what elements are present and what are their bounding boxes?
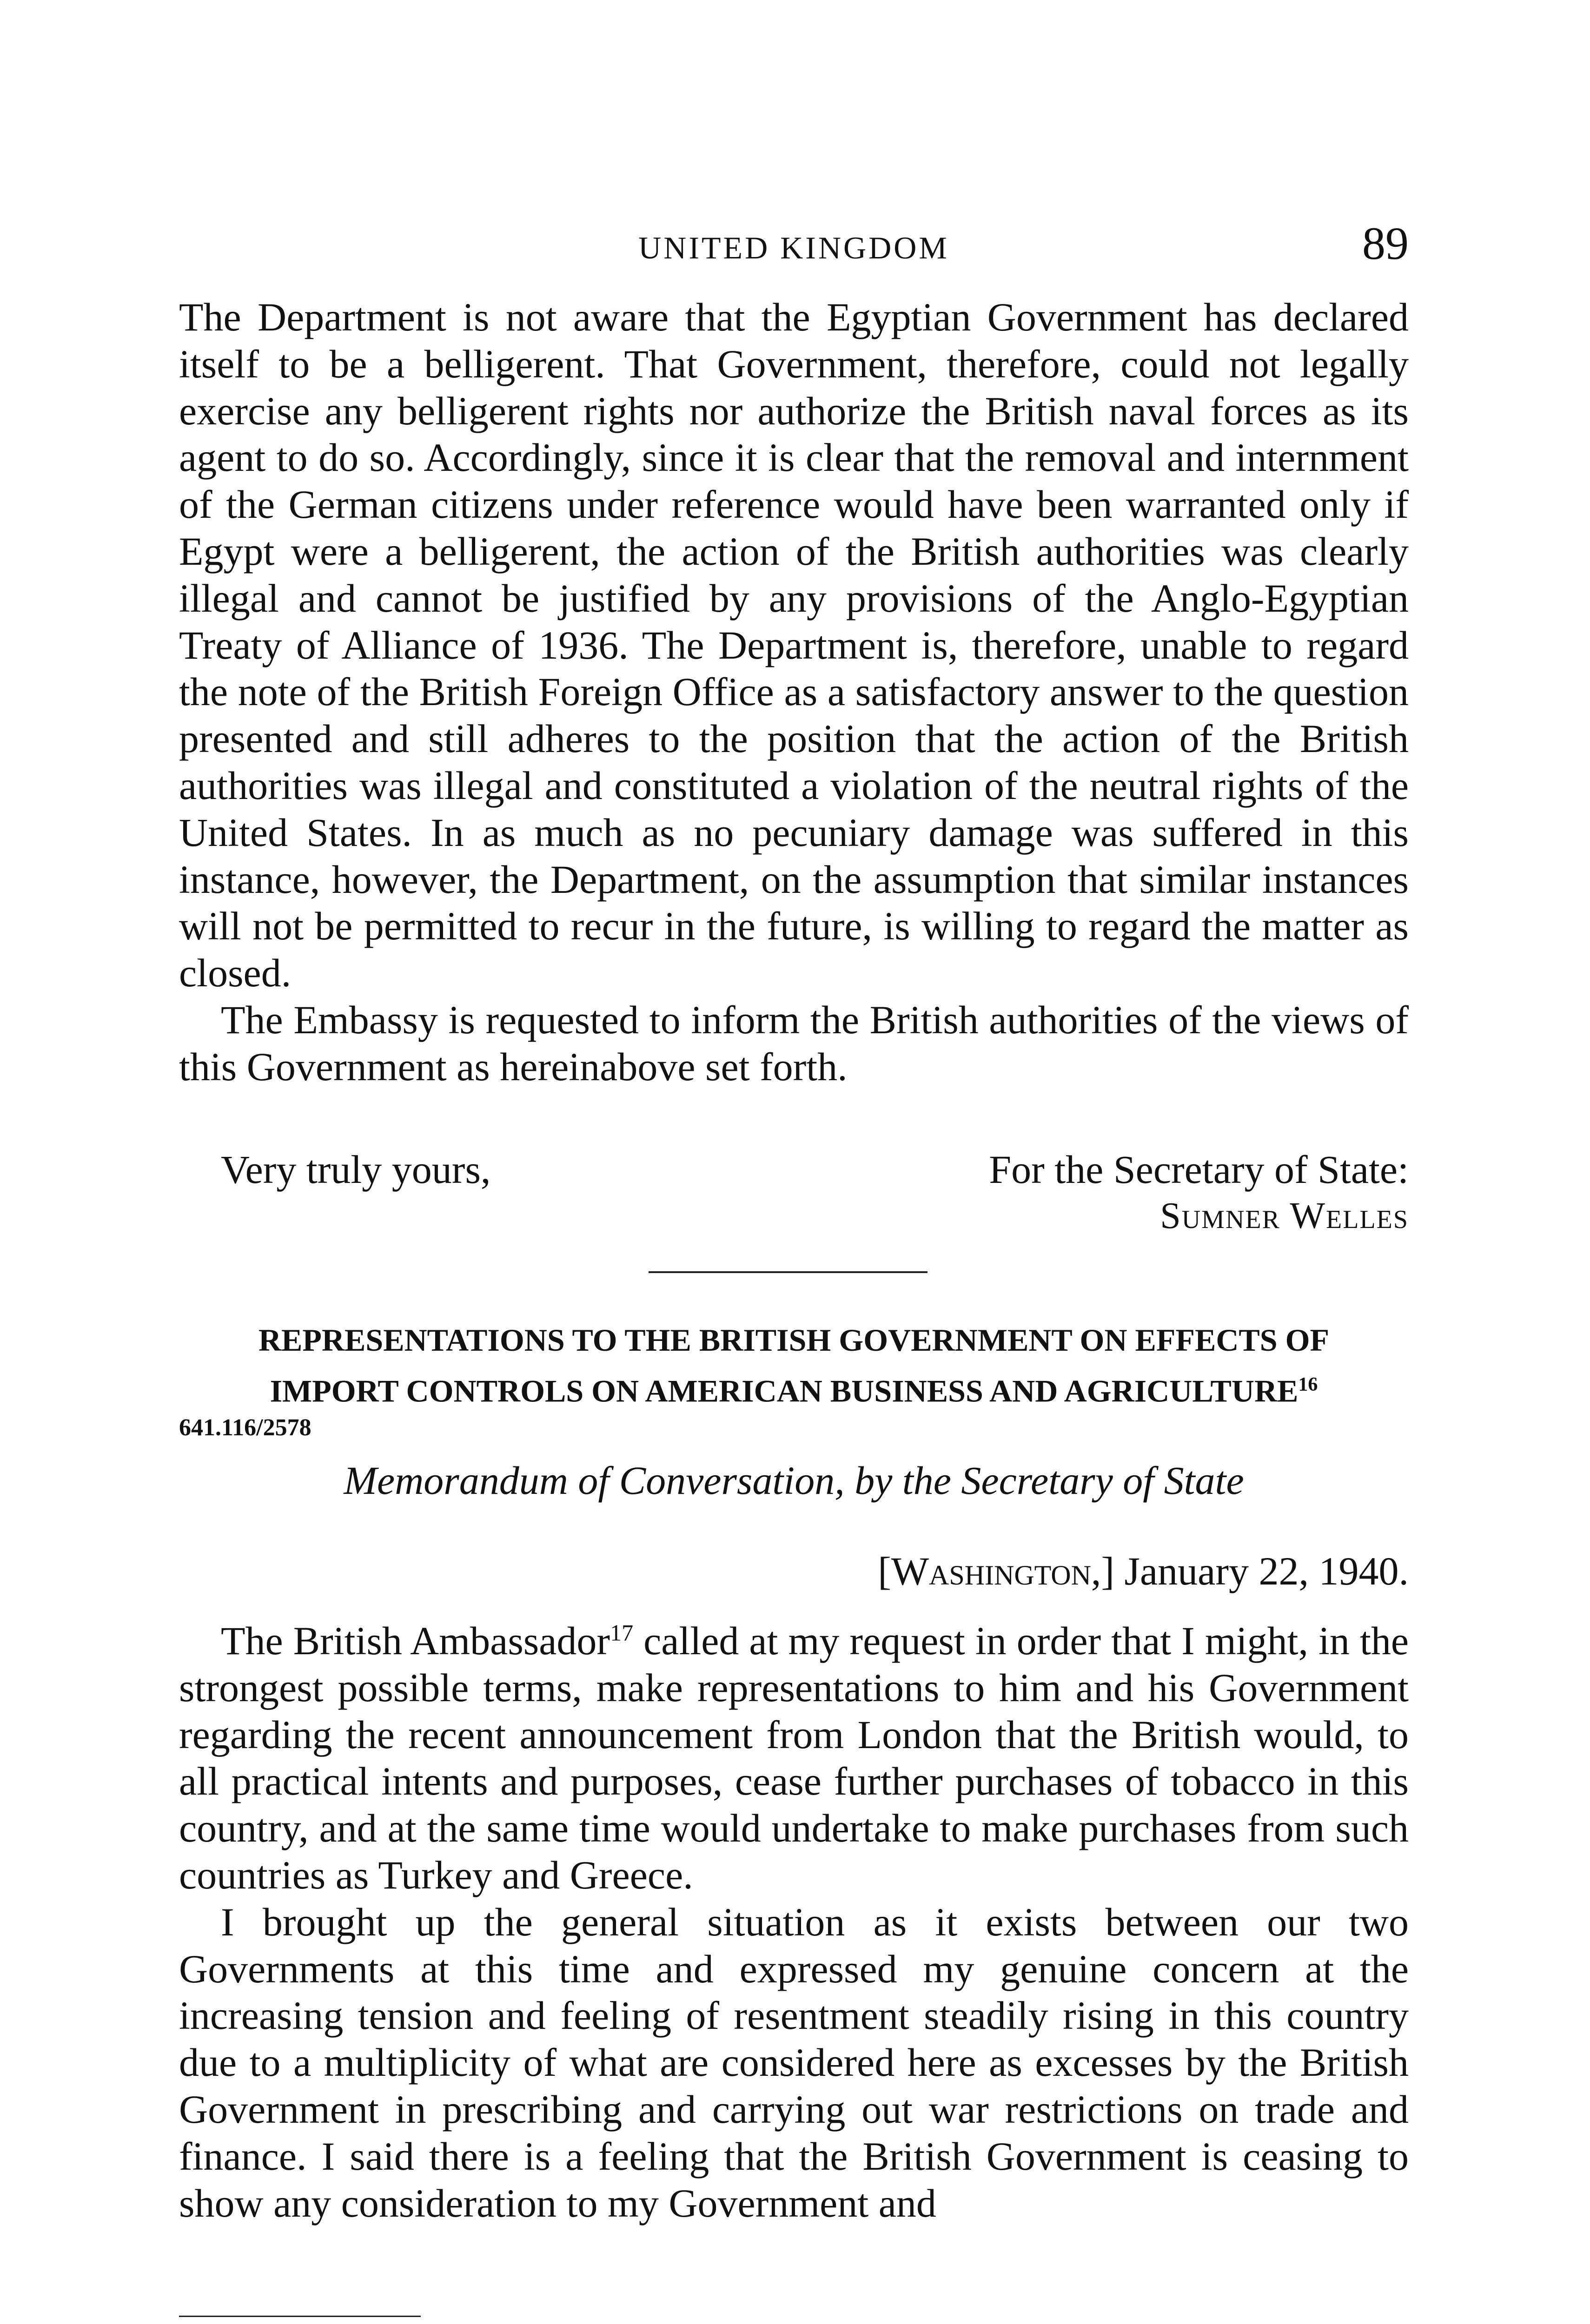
letter-body: [179, 294, 1409, 1090]
dateline: [878, 1548, 1409, 1594]
section-title-line: [179, 1362, 1409, 1413]
file-number: 641.116/2578: [179, 1414, 311, 1441]
memo-paragraph: [179, 1618, 1409, 1899]
for-secretary: For the Secretary of State:: [989, 1147, 1409, 1192]
date: January 22, 1940.: [1124, 1549, 1409, 1593]
letter-signoff: [221, 1146, 1409, 1244]
running-head: UNITED KINGDOM: [638, 230, 949, 265]
memo-text: The British Ambassador: [221, 1618, 610, 1663]
document-title: Memorandum of Conversation, by the Secretary of State: [344, 1458, 1244, 1503]
footnote-marker: 16: [1298, 1374, 1318, 1395]
memo-paragraph: I brought up the general situation as it exists between our two Governments at this time and expressed my genuine concern at the increasing tension and feeling of resentment steadily rising in this country due to a multiplicity of what are considered here as excesses by the British Government in prescribing and carrying out war restrictions on trade and finance. I said there is a feeling that the British Government is ceasing to show any consideration to my Government and: [179, 1899, 1409, 2225]
page-number: 89: [1362, 218, 1409, 269]
section-title-text: IMPORT CONTROLS ON AMERICAN BUSINESS AND AGRICULTURE: [270, 1373, 1298, 1409]
memo-text: called at my request in order that I might, in the strongest possible terms, make representations to him and his Government regarding the recent announcement from London that the British would, to all practical intents and purposes, cease further purchases of tobacco in this country, and at the same time would undertake to make purchases from such countries as Turkey and Greece.: [179, 1618, 1409, 1897]
letter-paragraph: The Department is not aware that the Egyptian Government has declared itself to be a belligerent. That Government, therefore, could not legally exercise any belligerent rights nor authorize the British naval forces as its agent to do so. Accordingly, since it is clear that the removal and internment of the German citizens under reference would have been warranted only if Egypt were a belligerent, the action of the British authorities was clearly illegal and cannot be justified by any provisions of the Anglo-Egyptian Treaty of Alliance of 1936. The Department is, therefore, unable to regard the note of the British Foreign Office as a satisfactory answer to the question presented and still adheres to the position that the action of the British authorities was illegal and constituted a violation of the neutral rights of the United States. In as much as no pecuniary damage was suffered in this instance, however, the Department, on the assumption that similar instances will not be permitted to recur in the future, is willing to regard the matter as closed.: [179, 295, 1409, 996]
memo-body: [179, 1618, 1409, 2226]
footnote-divider: [179, 2316, 421, 2317]
section-title: [179, 1318, 1409, 1413]
section-divider: [649, 1271, 928, 1273]
signature: Sumner Welles: [1160, 1195, 1409, 1236]
section-title-line: REPRESENTATIONS TO THE BRITISH GOVERNMENT ON EFFECTS OF: [258, 1322, 1330, 1358]
letter-paragraph: The Embassy is requested to inform the British authorities of the views of this Government as hereinabove set forth.: [179, 997, 1409, 1089]
date-place: [Washington,]: [878, 1549, 1115, 1593]
footnote-marker: 17: [610, 1619, 634, 1646]
page-header: [179, 217, 1409, 277]
closing: Very truly yours,: [221, 1147, 491, 1192]
